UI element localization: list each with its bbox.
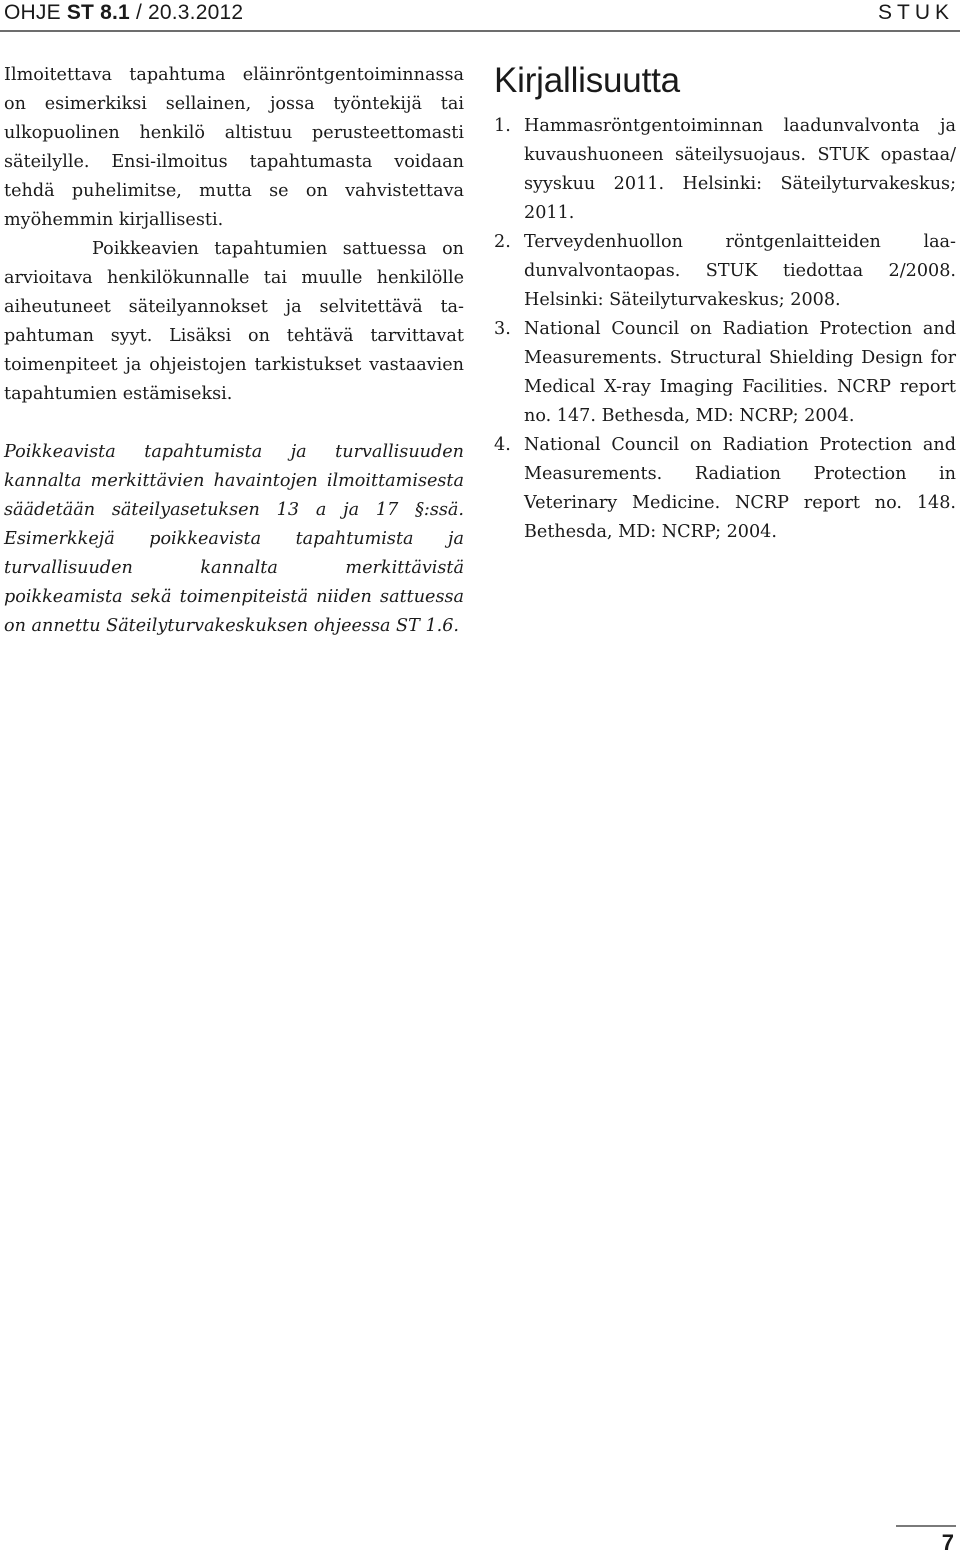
page-number: 7 xyxy=(941,1530,954,1555)
document-type: OHJE xyxy=(4,1,67,24)
reference-number: 2. xyxy=(494,232,511,252)
reference-number: 3. xyxy=(494,319,511,339)
reference-number: 1. xyxy=(494,116,511,136)
section-title: Kirjallisuutta xyxy=(494,61,680,100)
reference-text: National Council on Radiation Protection and Measurements. Radiation Protection in Veterinary Medicine. NCRP report no. 148. Bethesda, MD: NCRP; 2004. xyxy=(524,435,956,542)
reference-item xyxy=(494,112,956,228)
document-code: ST 8.1 xyxy=(66,1,130,24)
left-column xyxy=(4,61,464,641)
reference-item xyxy=(494,315,956,431)
reference-item xyxy=(494,431,956,547)
reference-item xyxy=(494,228,956,315)
document-identifier xyxy=(4,1,243,25)
reference-text: Hammasröntgentoiminnan laadunvalvonta ja kuvaushuoneen säteilysuojaus. STUK opastaa/ syyskuu 2011. Helsinki: Säteilyturvakeskus; 2011. xyxy=(524,116,956,223)
body-paragraph: Poikkeavien tapahtumien sattuessa on arvioitava henkilökunnalle tai muulle henkilölle aiheutuneet säteilyannokset ja selvitettävä tapahtuman syyt. Lisäksi on tehtävä tarvittavat toimenpiteet ja ohjeistojen tarkistukset vastaavien tapahtumien estämiseksi. xyxy=(4,239,464,404)
reference-number: 4. xyxy=(494,435,511,455)
document-date: / 20.3.2012 xyxy=(129,1,244,24)
reference-text: National Council on Radiation Protection and Measurements. Structural Shielding Design for Medical X-ray Imaging Facilities. NCRP report no. 147. Bethesda, MD: NCRP; 2004. xyxy=(524,319,956,426)
right-column xyxy=(494,58,956,547)
header-divider xyxy=(0,30,960,32)
italic-note: Poikkeavista tapahtumista ja turvallisuuden kannalta merkittävien havaintojen ilmoittamisesta säädetään säteilyasetuksen 13 a ja 17 §:ssä. Esimerkkejä poikkeavista tapahtumista ja turvallisuuden kannalta merkittävistä poikkeamista sekä toimenpiteistä niiden sattuessa on annettu Säteilyturvakeskuksen ohjeessa ST 1.6. xyxy=(4,442,464,636)
body-paragraph: Ilmoitettava tapahtuma eläinröntgentoiminnassa on esimerkiksi sellainen, jossa työntekijä tai ulkopuolinen henkilö altistuu perusteettomasti säteilylle. Ensi-ilmoitus tapahtumasta voidaan tehdä puhelimitse, mutta se on vahvistettava myöhemmin kirjallisesti. xyxy=(4,65,464,230)
footer-divider xyxy=(896,1525,956,1527)
publisher-name: STUK xyxy=(877,1,954,24)
reference-text: Terveydenhuollon röntgenlaitteiden laadunvalvontaopas. STUK tiedottaa 2/2008. Helsinki: Säteilyturvakeskus; 2008. xyxy=(524,232,956,310)
page-header xyxy=(0,0,960,30)
reference-list xyxy=(494,112,956,547)
